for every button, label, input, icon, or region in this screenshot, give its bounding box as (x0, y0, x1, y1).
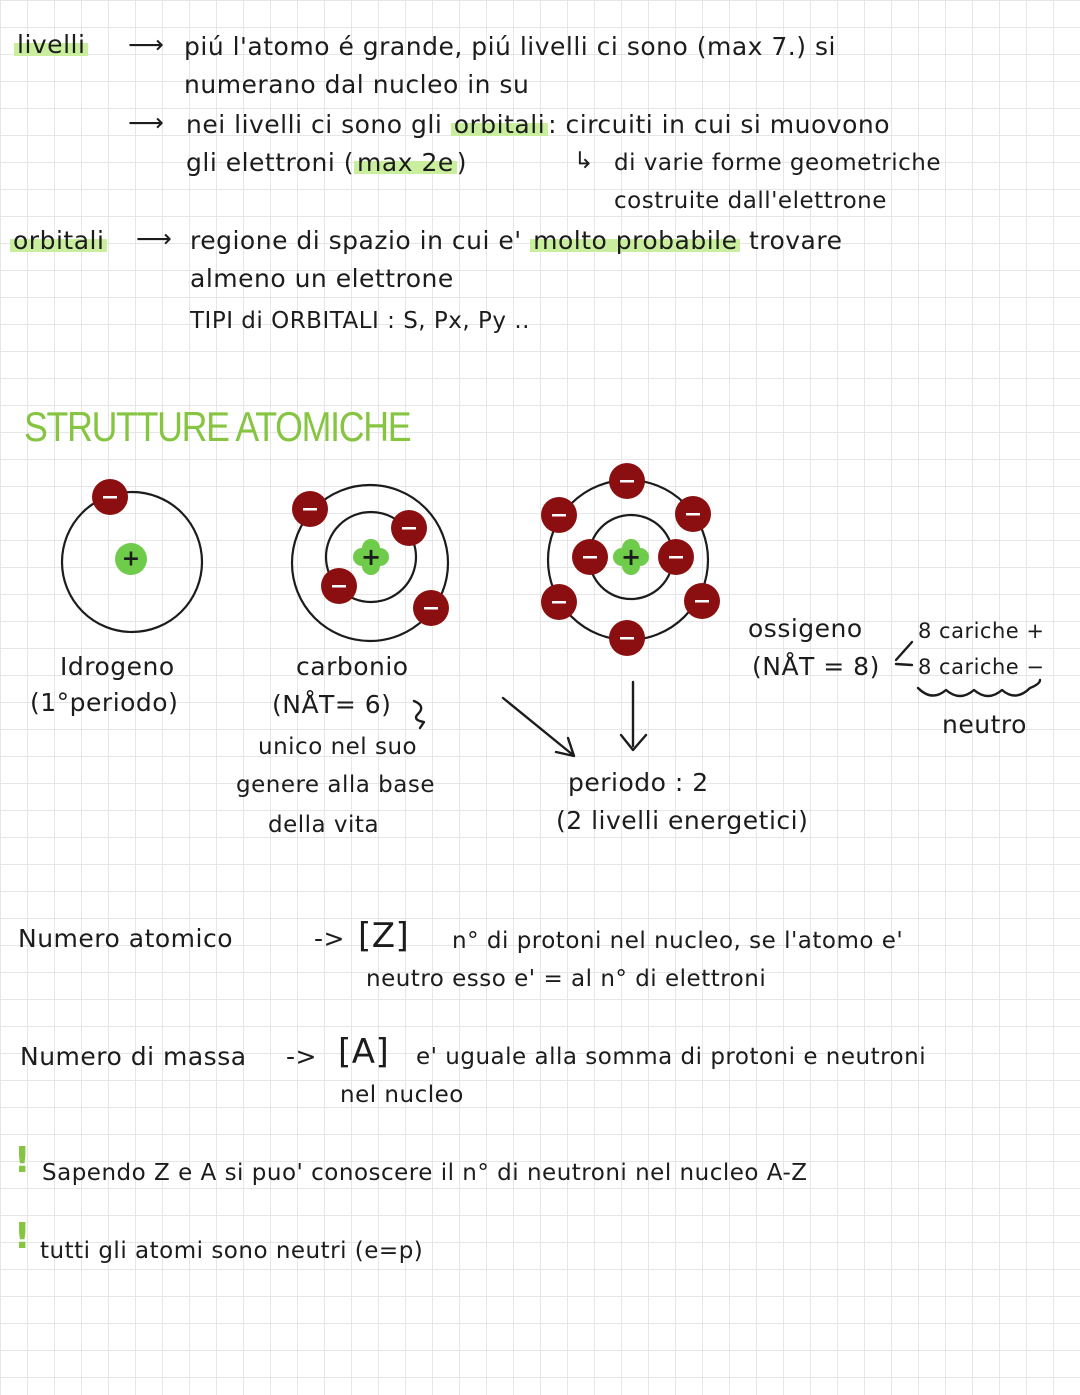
livelli-line-5: costruite dall'elettrone (614, 188, 887, 214)
plus-sign: + (620, 543, 642, 571)
plus-sign: + (121, 546, 141, 572)
numero-massa-line-2: nel nucleo (340, 1082, 464, 1108)
electron (391, 510, 427, 546)
diagonal-arrow-icon (503, 698, 573, 755)
note-neutroni: Sapendo Z e A si puo' conoscere il n° di neutroni nel nucleo A-Z (42, 1160, 808, 1186)
electron (609, 463, 645, 499)
plus-sign: + (360, 543, 382, 571)
nucleus (353, 539, 389, 575)
section-title: STRUTTURE ATOMICHE (24, 403, 411, 450)
label-carbonio-nat: (NÅT= 6) (272, 690, 392, 719)
periodo-line-2: (2 livelli energetici) (556, 806, 809, 835)
atom-ossigeno (541, 463, 720, 656)
electron (609, 620, 645, 656)
electron (572, 539, 608, 575)
note-neutri: tutti gli atomi sono neutri (e=p) (40, 1238, 424, 1264)
numero-massa-line-1: e' uguale alla somma di protoni e neutroni (416, 1044, 927, 1070)
electron (541, 584, 577, 620)
brace-icon (918, 680, 1040, 696)
branch-line-icon (896, 664, 912, 665)
carbonio-note-2: genere alla base (236, 772, 435, 798)
exclamation-icon: ! (14, 1216, 31, 1257)
label-idrogeno: Idrogeno (60, 652, 175, 681)
term-orbitali: orbitali (10, 226, 107, 256)
electron (684, 583, 720, 619)
electron (413, 590, 449, 626)
arrow-icon: -> (286, 1042, 317, 1071)
arrow-icon: ⟶ (128, 108, 165, 137)
livelli-line-1: piú l'atomo é grande, piú livelli ci sono (max 7.) si (184, 32, 836, 61)
arrow-icon: ⟶ (136, 224, 173, 253)
term-numero-atomico: Numero atomico (18, 924, 234, 953)
electron (658, 539, 694, 575)
label-idrogeno-period: (1°periodo) (30, 688, 179, 717)
term-livelli: livelli (14, 30, 88, 60)
arrow-icon: -> (314, 924, 345, 953)
arrow-icon: ⟶ (128, 30, 165, 59)
periodo-line-1: periodo : 2 (568, 768, 709, 797)
nucleus (613, 539, 649, 575)
ossigeno-neutro: neutro (942, 710, 1027, 739)
label-ossigeno-nat: (NÅT = 8) (752, 652, 880, 681)
numero-atomico-line-2: neutro esso e' = al n° di elettroni (366, 966, 767, 992)
orbitali-line-2: almeno un elettrone (190, 264, 454, 293)
electron (541, 497, 577, 533)
symbol-a: [A] (338, 1032, 390, 1072)
squiggle-arrow-icon (414, 701, 424, 728)
atom-idrogeno (62, 479, 202, 632)
carbonio-note-3: della vita (268, 812, 380, 838)
livelli-line-2: numerano dal nucleo in su (184, 70, 530, 99)
livelli-line-4: gli elettroni ( max 2e ) (186, 148, 468, 177)
atom-carbonio (292, 485, 449, 641)
branch-line-icon (896, 642, 912, 660)
livelli-line-3: nei livelli ci sono gli orbitali : circuiti in cui si muovono (186, 110, 891, 139)
ossigeno-pos: 8 cariche + (918, 619, 1045, 643)
numero-atomico-line-1: n° di protoni nel nucleo, se l'atomo e' (452, 928, 904, 954)
label-ossigeno: ossigeno (748, 614, 863, 643)
electron (321, 568, 357, 604)
nucleus (115, 543, 147, 575)
ossigeno-neg: 8 cariche − (918, 655, 1045, 679)
electron (675, 496, 711, 532)
hook-arrow-icon: ↳ (574, 148, 594, 174)
term-numero-massa: Numero di massa (20, 1042, 247, 1071)
orbitali-line-1: regione di spazio in cui e' molto probabile trovare (190, 226, 843, 255)
electron (92, 479, 128, 515)
exclamation-icon: ! (14, 1140, 31, 1181)
electron (292, 491, 328, 527)
label-carbonio: carbonio (296, 652, 409, 681)
orbitali-types: TIPI di ORBITALI : S, Px, Py .. (190, 308, 530, 334)
carbonio-note-1: unico nel suo (258, 734, 418, 760)
livelli-line-4-cont: di varie forme geometriche (614, 150, 942, 176)
symbol-z: [Z] (358, 916, 410, 956)
